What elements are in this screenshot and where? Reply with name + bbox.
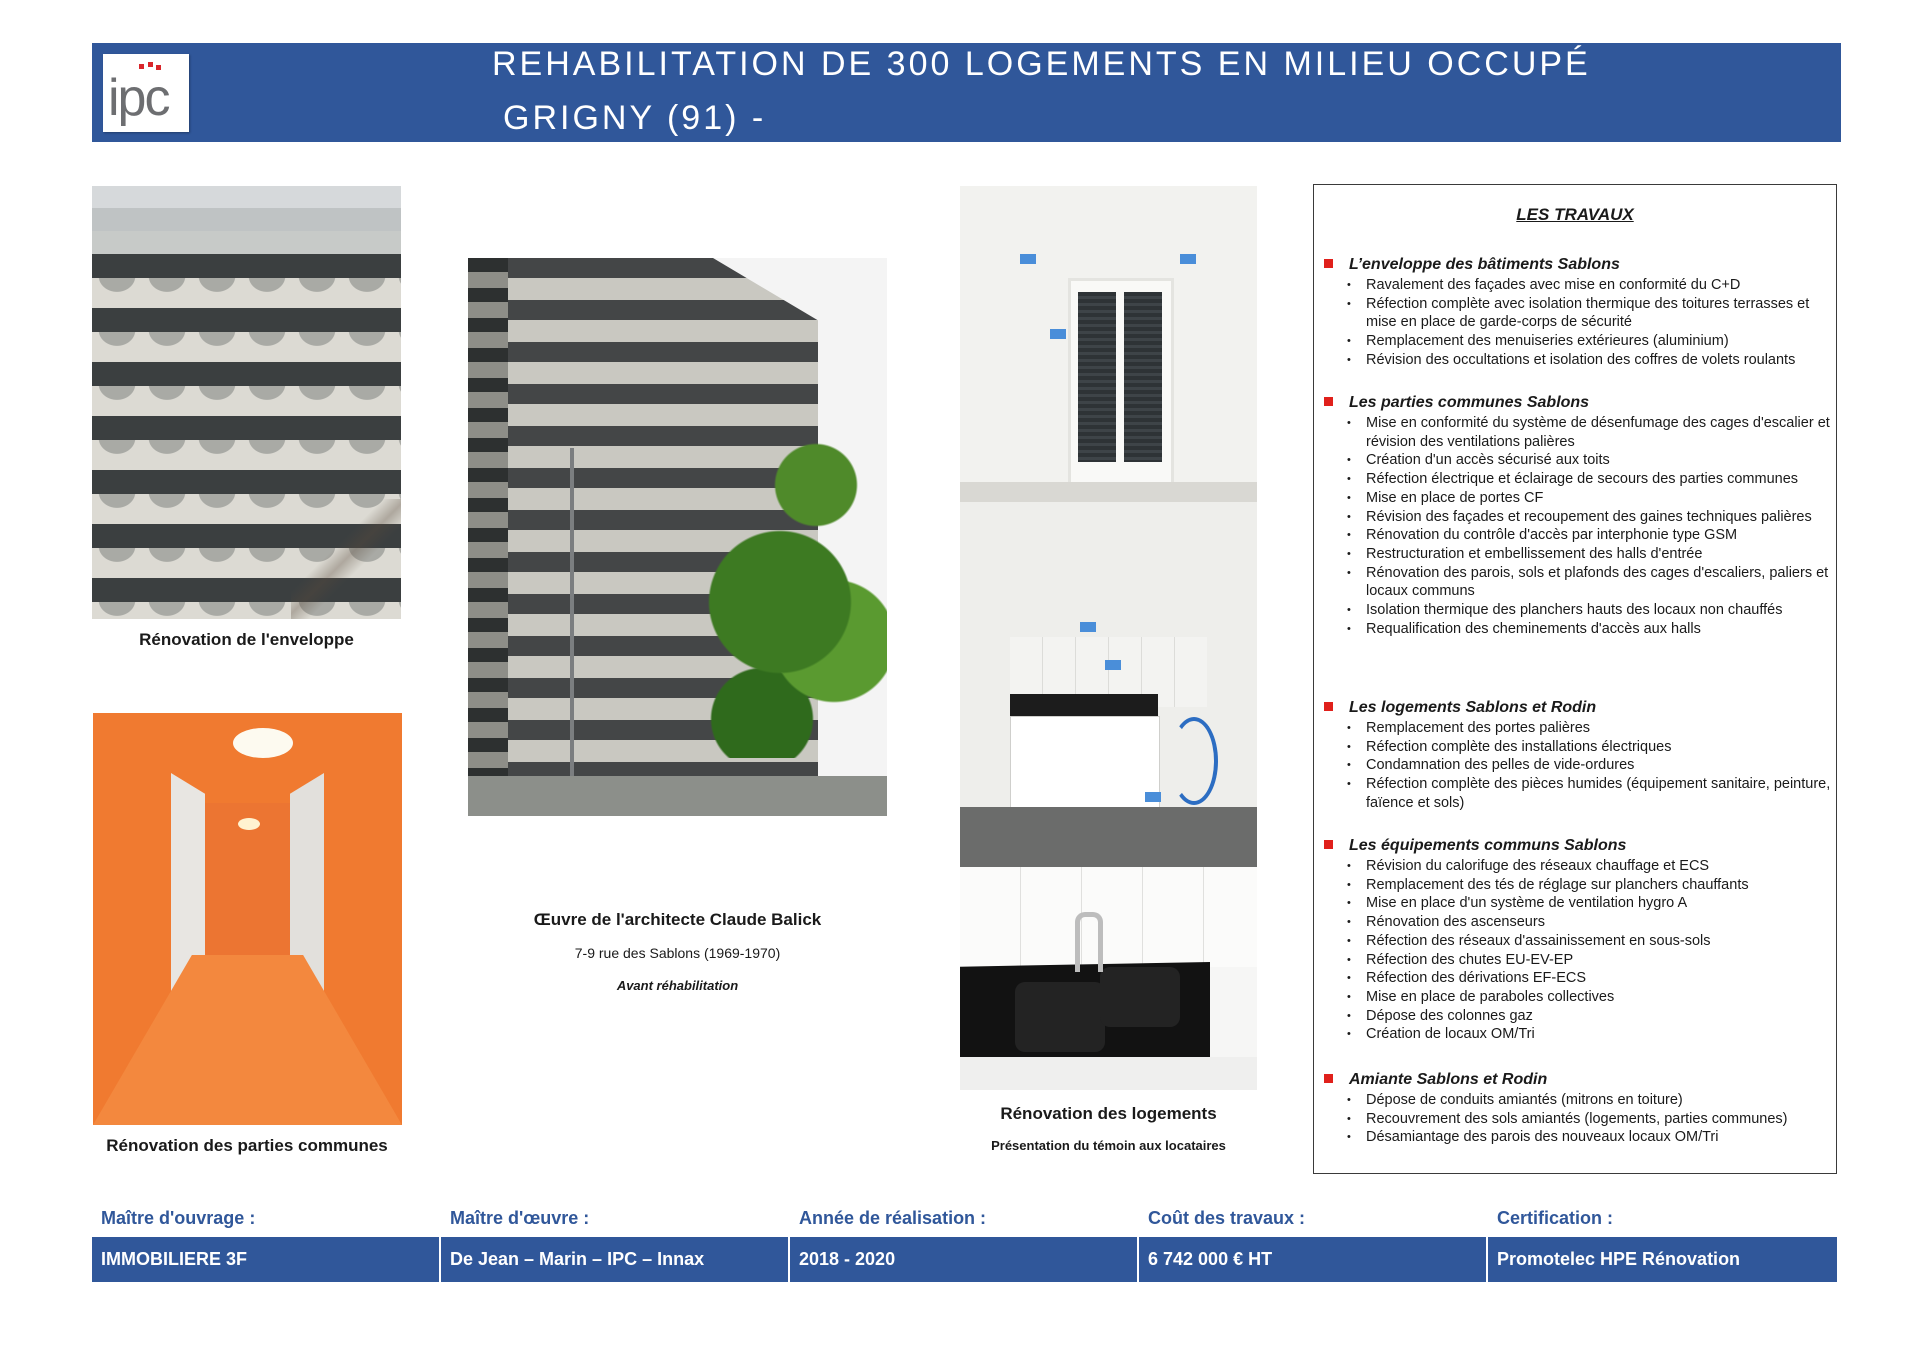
list-item: • Révision du calorifuge des réseaux chauffage et ECS [1324, 857, 1834, 876]
architect-caption: Œuvre de l'architecte Claude Balick [533, 910, 822, 929]
works-section-common-parts [1324, 394, 1834, 638]
year-label: Année de réalisation : [799, 1208, 987, 1228]
list-item: • Isolation thermique des planchers hauts des locaux non chauffés [1324, 601, 1834, 620]
owner-value: IMMOBILIERE 3F [92, 1237, 439, 1282]
list-item: • Création d'un accès sécurisé aux toits [1324, 451, 1834, 470]
list-item: • Révision des façades et recoupement des gaines techniques palières [1324, 508, 1834, 527]
cost-value: 6 742 000 € HT [1139, 1237, 1486, 1282]
list-item: • Recouvrement des sols amiantés (logements, parties communes) [1324, 1110, 1834, 1129]
works-title: LES TRAVAUX [1516, 205, 1634, 224]
owner-label: Maître d'ouvrage : [101, 1208, 256, 1228]
list-item: • Réfection des chutes EU-EV-EP [1324, 951, 1834, 970]
list-item: • Révision des occultations et isolation des coffres de volets roulants [1324, 351, 1834, 370]
list-item: • Mise en place d'un système de ventilation hygro A [1324, 894, 1834, 913]
cost-label: Coût des travaux : [1148, 1208, 1306, 1228]
section-heading: Amiante Sablons et Rodin [1324, 1071, 1834, 1091]
apartment-sink-photo [960, 867, 1257, 1090]
list-item: • Réfection complète des pièces humides (équipement sanitaire, peinture, faïence et sols) [1324, 775, 1834, 812]
list-item: • Création de locaux OM/Tri [1324, 1025, 1834, 1044]
works-section-envelope [1324, 256, 1834, 370]
list-item: • Rénovation du contrôle d'accès par interphonie type GSM [1324, 526, 1834, 545]
list-item: • Requalification des cheminements d'accès aux halls [1324, 620, 1834, 639]
certification-value: Promotelec HPE Rénovation [1488, 1237, 1837, 1282]
list-item: • Mise en conformité du système de désenfumage des cages d'escalier et révision des ventilations palières [1324, 414, 1834, 451]
works-panel [1313, 184, 1837, 1174]
list-item: • Restructuration et embellissement des halls d'entrée [1324, 545, 1834, 564]
list-item: • Dépose des colonnes gaz [1324, 1007, 1834, 1026]
list-item: • Mise en place de paraboles collectives [1324, 988, 1834, 1007]
header-banner [92, 43, 1841, 142]
list-item: • Ravalement des façades avec mise en conformité du C+D [1324, 276, 1834, 295]
section-heading: Les parties communes Sablons [1324, 394, 1834, 414]
list-item: • Mise en place de portes CF [1324, 489, 1834, 508]
list-item: • Condamnation des pelles de vide-ordures [1324, 756, 1834, 775]
corridor-photo [93, 713, 402, 1125]
address-caption: 7-9 rue des Sablons (1969-1970) [574, 945, 781, 961]
year-value: 2018 - 2020 [790, 1237, 1137, 1282]
section-heading: Les logements Sablons et Rodin [1324, 699, 1834, 719]
list-item: • Rénovation des parois, sols et plafonds des cages d'escaliers, paliers et locaux communs [1324, 564, 1834, 601]
apartment-kitchen-photo [960, 502, 1257, 867]
section-heading: Les équipements communs Sablons [1324, 837, 1834, 857]
housing-caption: Rénovation des logements [1000, 1104, 1217, 1123]
list-item: • Réfection des réseaux d'assainissement en sous-sols [1324, 932, 1834, 951]
list-item: • Dépose de conduits amiantés (mitrons en toiture) [1324, 1091, 1834, 1110]
list-item: • Réfection complète des installations électriques [1324, 738, 1834, 757]
list-item: • Réfection des dérivations EF-ECS [1324, 969, 1834, 988]
list-item: • Remplacement des tés de réglage sur planchers chauffants [1324, 876, 1834, 895]
before-rehab-note: Avant réhabilitation [616, 978, 739, 993]
list-item: • Remplacement des menuiseries extérieures (aluminium) [1324, 332, 1834, 351]
facade-photo [92, 186, 401, 619]
architect-value: De Jean – Marin – IPC – Innax [441, 1237, 788, 1282]
apartment-window-photo [960, 186, 1257, 502]
list-item: • Désamiantage des parois des nouveaux locaux OM/Tri [1324, 1128, 1834, 1147]
housing-note: Présentation du témoin aux locataires [991, 1138, 1226, 1153]
ipc-logo [103, 54, 189, 132]
section-heading: L’enveloppe des bâtiments Sablons [1324, 256, 1834, 276]
list-item: • Rénovation des ascenseurs [1324, 913, 1834, 932]
list-item: • Réfection complète avec isolation thermique des toitures terrasses et mise en place de garde-corps de sécurité [1324, 295, 1834, 332]
works-section-equipment [1324, 837, 1834, 1044]
architect-label: Maître d'œuvre : [450, 1208, 590, 1228]
list-item: • Réfection électrique et éclairage de secours des parties communes [1324, 470, 1834, 489]
works-section-housing [1324, 699, 1834, 813]
page-title: REHABILITATION DE 300 LOGEMENTS EN MILIEU OCCUPÉ [492, 45, 1591, 83]
common-areas-caption: Rénovation des parties communes [106, 1136, 388, 1155]
facade-caption: Rénovation de l'enveloppe [139, 630, 354, 649]
logo-text: ipc [108, 69, 169, 127]
list-item: • Remplacement des portes palières [1324, 719, 1834, 738]
tower-photo [468, 258, 887, 816]
works-section-asbestos [1324, 1071, 1834, 1147]
certification-label: Certification : [1497, 1208, 1614, 1228]
page-subtitle: GRIGNY (91) - [503, 99, 767, 137]
